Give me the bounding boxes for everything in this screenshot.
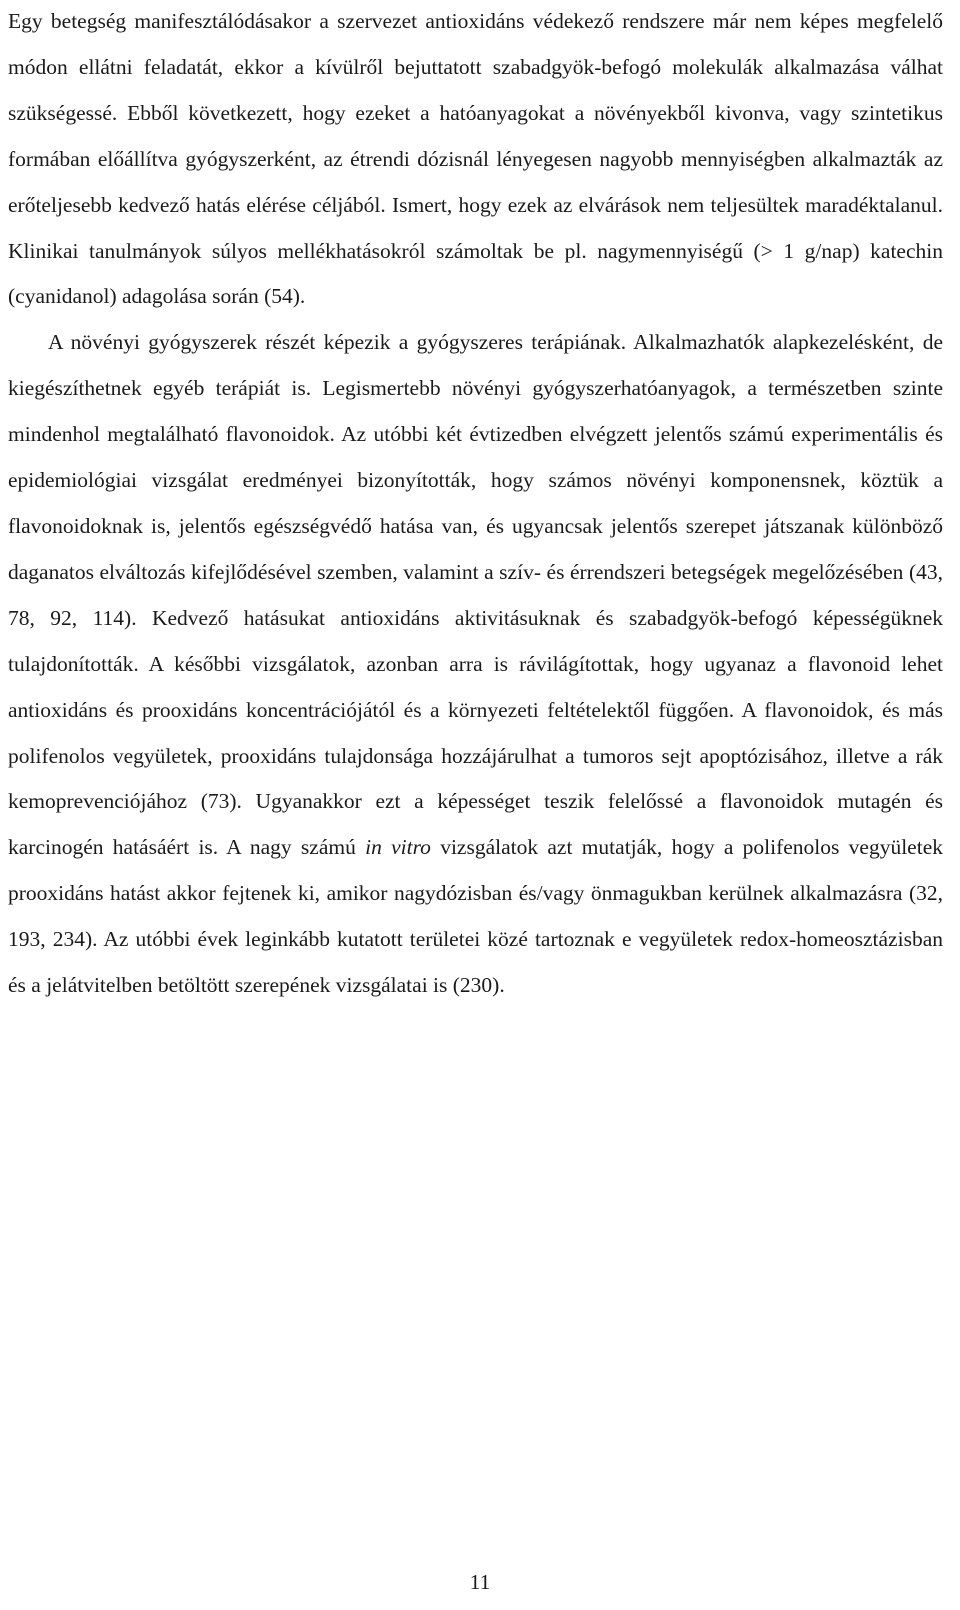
- in-vitro-italic: in vitro: [365, 835, 431, 860]
- paragraph-2: [8, 320, 943, 1009]
- paragraph-2-text-b: vizsgálatok azt mutatják, hogy a polifenolos vegyületek prooxidáns hatást akkor fejtenek ki, amikor nagydózisban és/vagy önmagukban kerülnek alkalmazásra (32, 193, 234). Az utóbbi évek leginkább kutatott területei közé tartoznak e vegyületek redox-homeosztázisban és a jelátvitelben betöltött szerepének vizsgálatai is (230).: [8, 835, 943, 998]
- paragraph-1: [8, 0, 943, 320]
- paragraph-2-text-a: A növényi gyógyszerek részét képezik a gyógyszeres terápiának. Alkalmazhatók alapkezelésként, de kiegészíthetnek egyéb terápiát is. Legismertebb növényi gyógyszerhatóanyagok, a természetben szinte mindenhol megtalálható flavonoidok. Az utóbbi két évtizedben elvégzett jelentős számú experimentális és epidemiológiai vizsgálat eredményei bizonyították, hogy számos növényi komponensnek, köztük a flavonoidoknak is, jelentős egészségvédő hatása van, és ugyancsak jelentős szerepet játszanak különböző daganatos elváltozás kifejlődésével szemben, valamint a szív- és érrendszeri betegségek megelőzésében (43, 78, 92, 114). Kedvező hatásukat antioxidáns aktivitásuknak és szabadgyök-befogó képességüknek tulajdonították. A későbbi vizsgálatok, azonban arra is rávilágítottak, hogy ugyanaz a flavonoid lehet antioxidáns és prooxidáns koncentrációjától és a környezeti feltételektől függően. A flavonoidok, és más polifenolos vegyületek, prooxidáns tulajdonsága hozzájárulhat a tumoros sejt apoptózisához, illetve a rák kemoprevenciójához (73). Ugyanakkor ezt a képességet teszik felelőssé a flavonoidok mutagén és karcinogén hatásáért is. A nagy számú: [8, 330, 943, 860]
- page-number: 11: [469, 1570, 491, 1594]
- body-text: [8, 0, 943, 1009]
- paragraph-1-text: Egy betegség manifesztálódásakor a szervezet antioxidáns védekező rendszere már nem képes megfelelő módon ellátni feladatát, ekkor a kívülről bejuttatott szabadgyök-befogó molekulák alkalmazása válhat szükségessé. Ebből következett, hogy ezeket a hatóanyagokat a növényekből kivonva, vagy szintetikus formában előállítva gyógyszerként, az étrendi dózisnál lényegesen nagyobb mennyiségben alkalmazták az erőteljesebb kedvező hatás elérése céljából. Ismert, hogy ezek az elvárások nem teljesültek maradéktalanul. Klinikai tanulmányok súlyos mellékhatásokról számoltak be pl. nagymennyiségű (> 1 g/nap) katechin (cyanidanol) adagolása során (54).: [8, 9, 943, 309]
